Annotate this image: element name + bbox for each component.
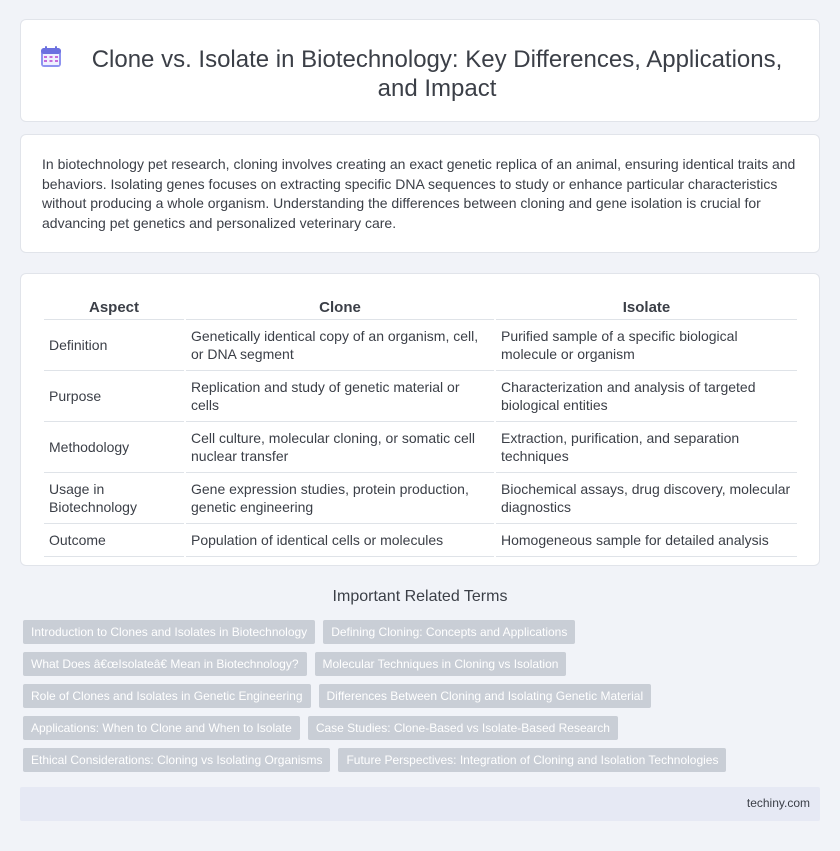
table-row xyxy=(44,524,797,557)
related-term-tag[interactable]: Case Studies: Clone-Based vs Isolate-Based Research xyxy=(308,716,618,740)
cell-isolate: Biochemical assays, drug discovery, molecular diagnostics xyxy=(496,473,797,524)
calendar-icon xyxy=(39,45,63,69)
related-term-tag[interactable]: Introduction to Clones and Isolates in Biotechnology xyxy=(23,620,315,644)
page-title: Clone vs. Isolate in Biotechnology: Key Differences, Applications, and Impact xyxy=(91,46,783,102)
cell-isolate: Homogeneous sample for detailed analysis xyxy=(496,524,797,557)
cell-isolate: Purified sample of a specific biological molecule or organism xyxy=(496,320,797,371)
cell-aspect: Methodology xyxy=(44,422,184,473)
cell-isolate: Extraction, purification, and separation techniques xyxy=(496,422,797,473)
cell-clone: Population of identical cells or molecules xyxy=(186,524,494,557)
related-term-tag[interactable]: Defining Cloning: Concepts and Applications xyxy=(323,620,575,644)
comparison-card xyxy=(20,273,820,566)
header-isolate: Isolate xyxy=(496,296,797,320)
tag-row xyxy=(23,716,823,740)
related-term-tag[interactable]: Role of Clones and Isolates in Genetic Engineering xyxy=(23,684,311,708)
cell-isolate: Characterization and analysis of targeted biological entities xyxy=(496,371,797,422)
table-header-row xyxy=(44,296,797,320)
intro-paragraph: In biotechnology pet research, cloning involves creating an exact genetic replica of an animal, ensuring identical traits and behaviors. Isolating genes focuses on extracting specific DNA sequences to study or enhance particular characteristics without producing a whole organism. Understanding the differences between cloning and gene isolation is crucial for advancing pet genetics and personalized veterinary care. xyxy=(42,156,796,231)
footer-site-link[interactable]: techiny.com xyxy=(746,796,810,810)
table-row xyxy=(44,320,797,371)
title-card xyxy=(20,19,820,122)
tag-row xyxy=(23,652,823,676)
related-term-tag[interactable]: Molecular Techniques in Cloning vs Isolation xyxy=(315,652,567,676)
related-term-tag[interactable]: Differences Between Cloning and Isolating Genetic Material xyxy=(319,684,652,708)
cell-clone: Cell culture, molecular cloning, or somatic cell nuclear transfer xyxy=(186,422,494,473)
cell-clone: Gene expression studies, protein production, genetic engineering xyxy=(186,473,494,524)
related-term-tag[interactable]: Future Perspectives: Integration of Cloning and Isolation Technologies xyxy=(338,748,726,772)
related-term-tag[interactable]: Ethical Considerations: Cloning vs Isolating Organisms xyxy=(23,748,330,772)
related-terms-list xyxy=(23,620,823,780)
related-term-tag[interactable]: What Does â€œIsolateâ€ Mean in Biotechnology? xyxy=(23,652,307,676)
cell-aspect: Outcome xyxy=(44,524,184,557)
header-aspect: Aspect xyxy=(44,296,184,320)
table-row xyxy=(44,473,797,524)
tag-row xyxy=(23,748,823,772)
cell-clone: Replication and study of genetic material or cells xyxy=(186,371,494,422)
cell-clone: Genetically identical copy of an organism, cell, or DNA segment xyxy=(186,320,494,371)
comparison-table xyxy=(42,296,799,557)
cell-aspect: Definition xyxy=(44,320,184,371)
cell-aspect: Usage in Biotechnology xyxy=(44,473,184,524)
related-terms-title: Important Related Terms xyxy=(332,588,508,605)
related-term-tag[interactable]: Applications: When to Clone and When to Isolate xyxy=(23,716,300,740)
table-row xyxy=(44,422,797,473)
table-row xyxy=(44,371,797,422)
tag-row xyxy=(23,684,823,708)
intro-card xyxy=(20,134,820,253)
header-clone: Clone xyxy=(186,296,494,320)
footer xyxy=(20,787,820,821)
cell-aspect: Purpose xyxy=(44,371,184,422)
tag-row xyxy=(23,620,823,644)
